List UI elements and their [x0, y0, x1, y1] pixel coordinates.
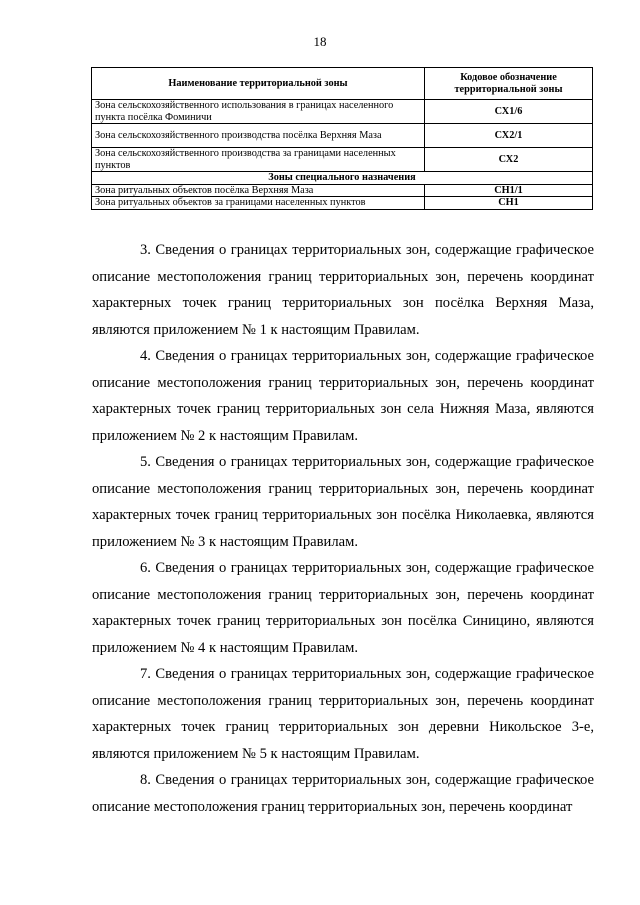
- section-title: Зоны специального назначения: [92, 172, 593, 185]
- paragraph: 8. Сведения о границах территориальных зон, содержащие графическое описание местоположения границ территориальных зон, перечень координат: [92, 772, 594, 815]
- table-row: [92, 124, 593, 148]
- zone-code-cell: СХ2/1: [425, 124, 593, 148]
- zone-code-cell: СХ2: [425, 148, 593, 172]
- zone-name-cell: Зона сельскохозяйственного производства за границами населенных пунктов: [92, 148, 425, 172]
- zone-name-cell: Зона ритуальных объектов посёлка Верхняя Маза: [92, 184, 425, 197]
- paragraph: 6. Сведения о границах территориальных зон, содержащие графическое описание местоположения границ территориальных зон, перечень координат характерных точек границ территориальных зон посёлка Синицино, являются приложением № 4 к настоящим Правилам.: [92, 560, 594, 656]
- paragraph: 4. Сведения о границах территориальных зон, содержащие графическое описание местоположения границ территориальных зон, перечень координат характерных точек границ территориальных зон села Нижняя Маза, являются приложением № 2 к настоящим Правилам.: [92, 348, 594, 444]
- table-row: [92, 197, 593, 210]
- header-zone-name: Наименование территориальной зоны: [92, 68, 425, 100]
- table-section-row: [92, 172, 593, 185]
- header-zone-code: Кодовое обозначение территориальной зоны: [425, 68, 593, 100]
- page-number: 18: [313, 34, 327, 49]
- table-row: [92, 184, 593, 197]
- zones-table: [91, 67, 593, 210]
- zone-name-cell: Зона ритуальных объектов за границами населенных пунктов: [92, 197, 425, 210]
- zone-code-cell: СН1/1: [425, 184, 593, 197]
- zone-name-cell: Зона сельскохозяйственного производства посёлка Верхняя Маза: [92, 124, 425, 148]
- paragraph: 5. Сведения о границах территориальных зон, содержащие графическое описание местоположения границ территориальных зон, перечень координат характерных точек границ территориальных зон посёлка Николаевка, являются приложением № 3 к настоящим Правилам.: [92, 454, 594, 550]
- zone-code-cell: СХ1/6: [425, 100, 593, 124]
- table-row: [92, 148, 593, 172]
- table-header-row: [92, 68, 593, 100]
- zone-code-cell: СН1: [425, 197, 593, 210]
- zone-name-cell: Зона сельскохозяйственного использования в границах населенного пункта посёлка Фоминичи: [92, 100, 425, 124]
- paragraph: 7. Сведения о границах территориальных зон, содержащие графическое описание местоположения границ территориальных зон, перечень координат характерных точек границ территориальных зон деревни Никольское 3-е, являются приложением № 5 к настоящим Правилам.: [92, 666, 594, 762]
- body-text: [92, 237, 594, 820]
- table-row: [92, 100, 593, 124]
- paragraph: 3. Сведения о границах территориальных зон, содержащие графическое описание местоположения границ территориальных зон, перечень координат характерных точек границ территориальных зон посёлка Верхняя Маза, являются приложением № 1 к настоящим Правилам.: [92, 242, 594, 338]
